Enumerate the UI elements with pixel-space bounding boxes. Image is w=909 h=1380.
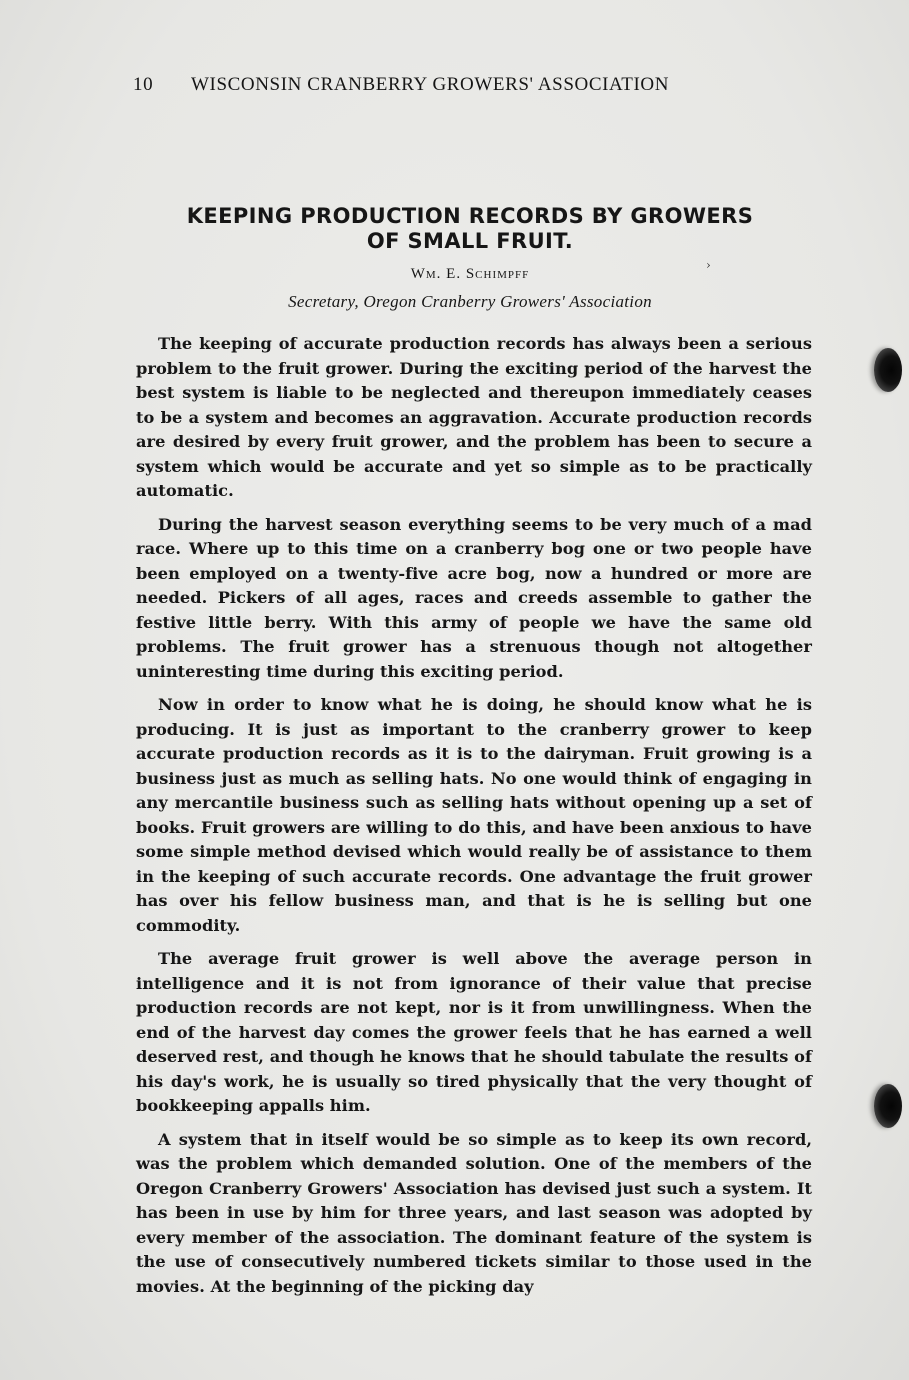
paragraph: The keeping of accurate production records has always been a serious problem to the fruit grower. During the exciting period of the harvest the best system is liable to be neglected and thereupon immediately ceases to be a system and becomes an aggravation. Accurate production records are desired by every fruit grower, and the problem has been to secure a system which would be accurate and yet so simple as to be practically automatic. xyxy=(136,334,812,500)
author-name: Wm. E. Schimpff xyxy=(410,266,530,282)
paragraph: The average fruit grower is well above the average person in intelligence and it is not from ignorance of their value that precise production records are not kept, nor is it from unwillingness. When the end of the harvest day comes the grower feels that he has earned a well deserved rest, and though he knows that he should tabulate the results of his day's work, he is usually so tired physically that the very thought of bookkeeping appalls him. xyxy=(136,949,812,1115)
running-header xyxy=(133,74,773,96)
paragraph: During the harvest season everything seems to be very much of a mad race. Where up to this time on a cranberry bog one or two people have been employed on a twenty-five acre bog, now a hundred or more are needed. Pickers of all ages, races and creeds assemble to gather the festive little berry. With this army of people we have the same old problems. The fruit grower has a strenuous though not altogether uninteresting time during this exciting period. xyxy=(136,514,812,681)
article-title-line-2: OF SMALL FRUIT. xyxy=(366,229,574,253)
running-title: WISCONSIN CRANBERRY GROWERS' ASSOCIATION xyxy=(191,74,670,95)
page-number: 10 xyxy=(133,74,154,95)
article-title xyxy=(140,204,800,254)
binding-hole-top xyxy=(874,348,902,392)
paragraph: A system that in itself would be so simple as to keep its own record, was the problem which demanded solution. One of the members of the Oregon Cranberry Growers' Association has devised just such a system. It has been in use by him for three years, and last season was adopted by every member of the association. The dominant feature of the system is the use of consecutively numbered tickets similar to those used in the movies. At the beginning of the picking day xyxy=(136,1129,812,1296)
binding-hole-bottom xyxy=(874,1084,902,1128)
article-body xyxy=(136,332,812,1308)
author-affiliation: Secretary, Oregon Cranberry Growers' Association xyxy=(288,292,652,311)
stray-print-mark: › xyxy=(706,258,711,272)
article-title-line-1: KEEPING PRODUCTION RECORDS BY GROWERS xyxy=(186,204,754,228)
paragraph: Now in order to know what he is doing, he should know what he is producing. It is just as important to the cranberry grower to keep accurate production records as it is to the dairyman. Fruit growing is a business just as much as selling hats. No one would think of engaging in any mercantile business such as selling hats without opening up a set of books. Fruit growers are willing to do this, and have been anxious to have some simple method devised which would really be of assistance to them in the keeping of such accurate records. One advantage the fruit grower has over his fellow business man, and that is he is selling but one commodity. xyxy=(136,695,812,935)
